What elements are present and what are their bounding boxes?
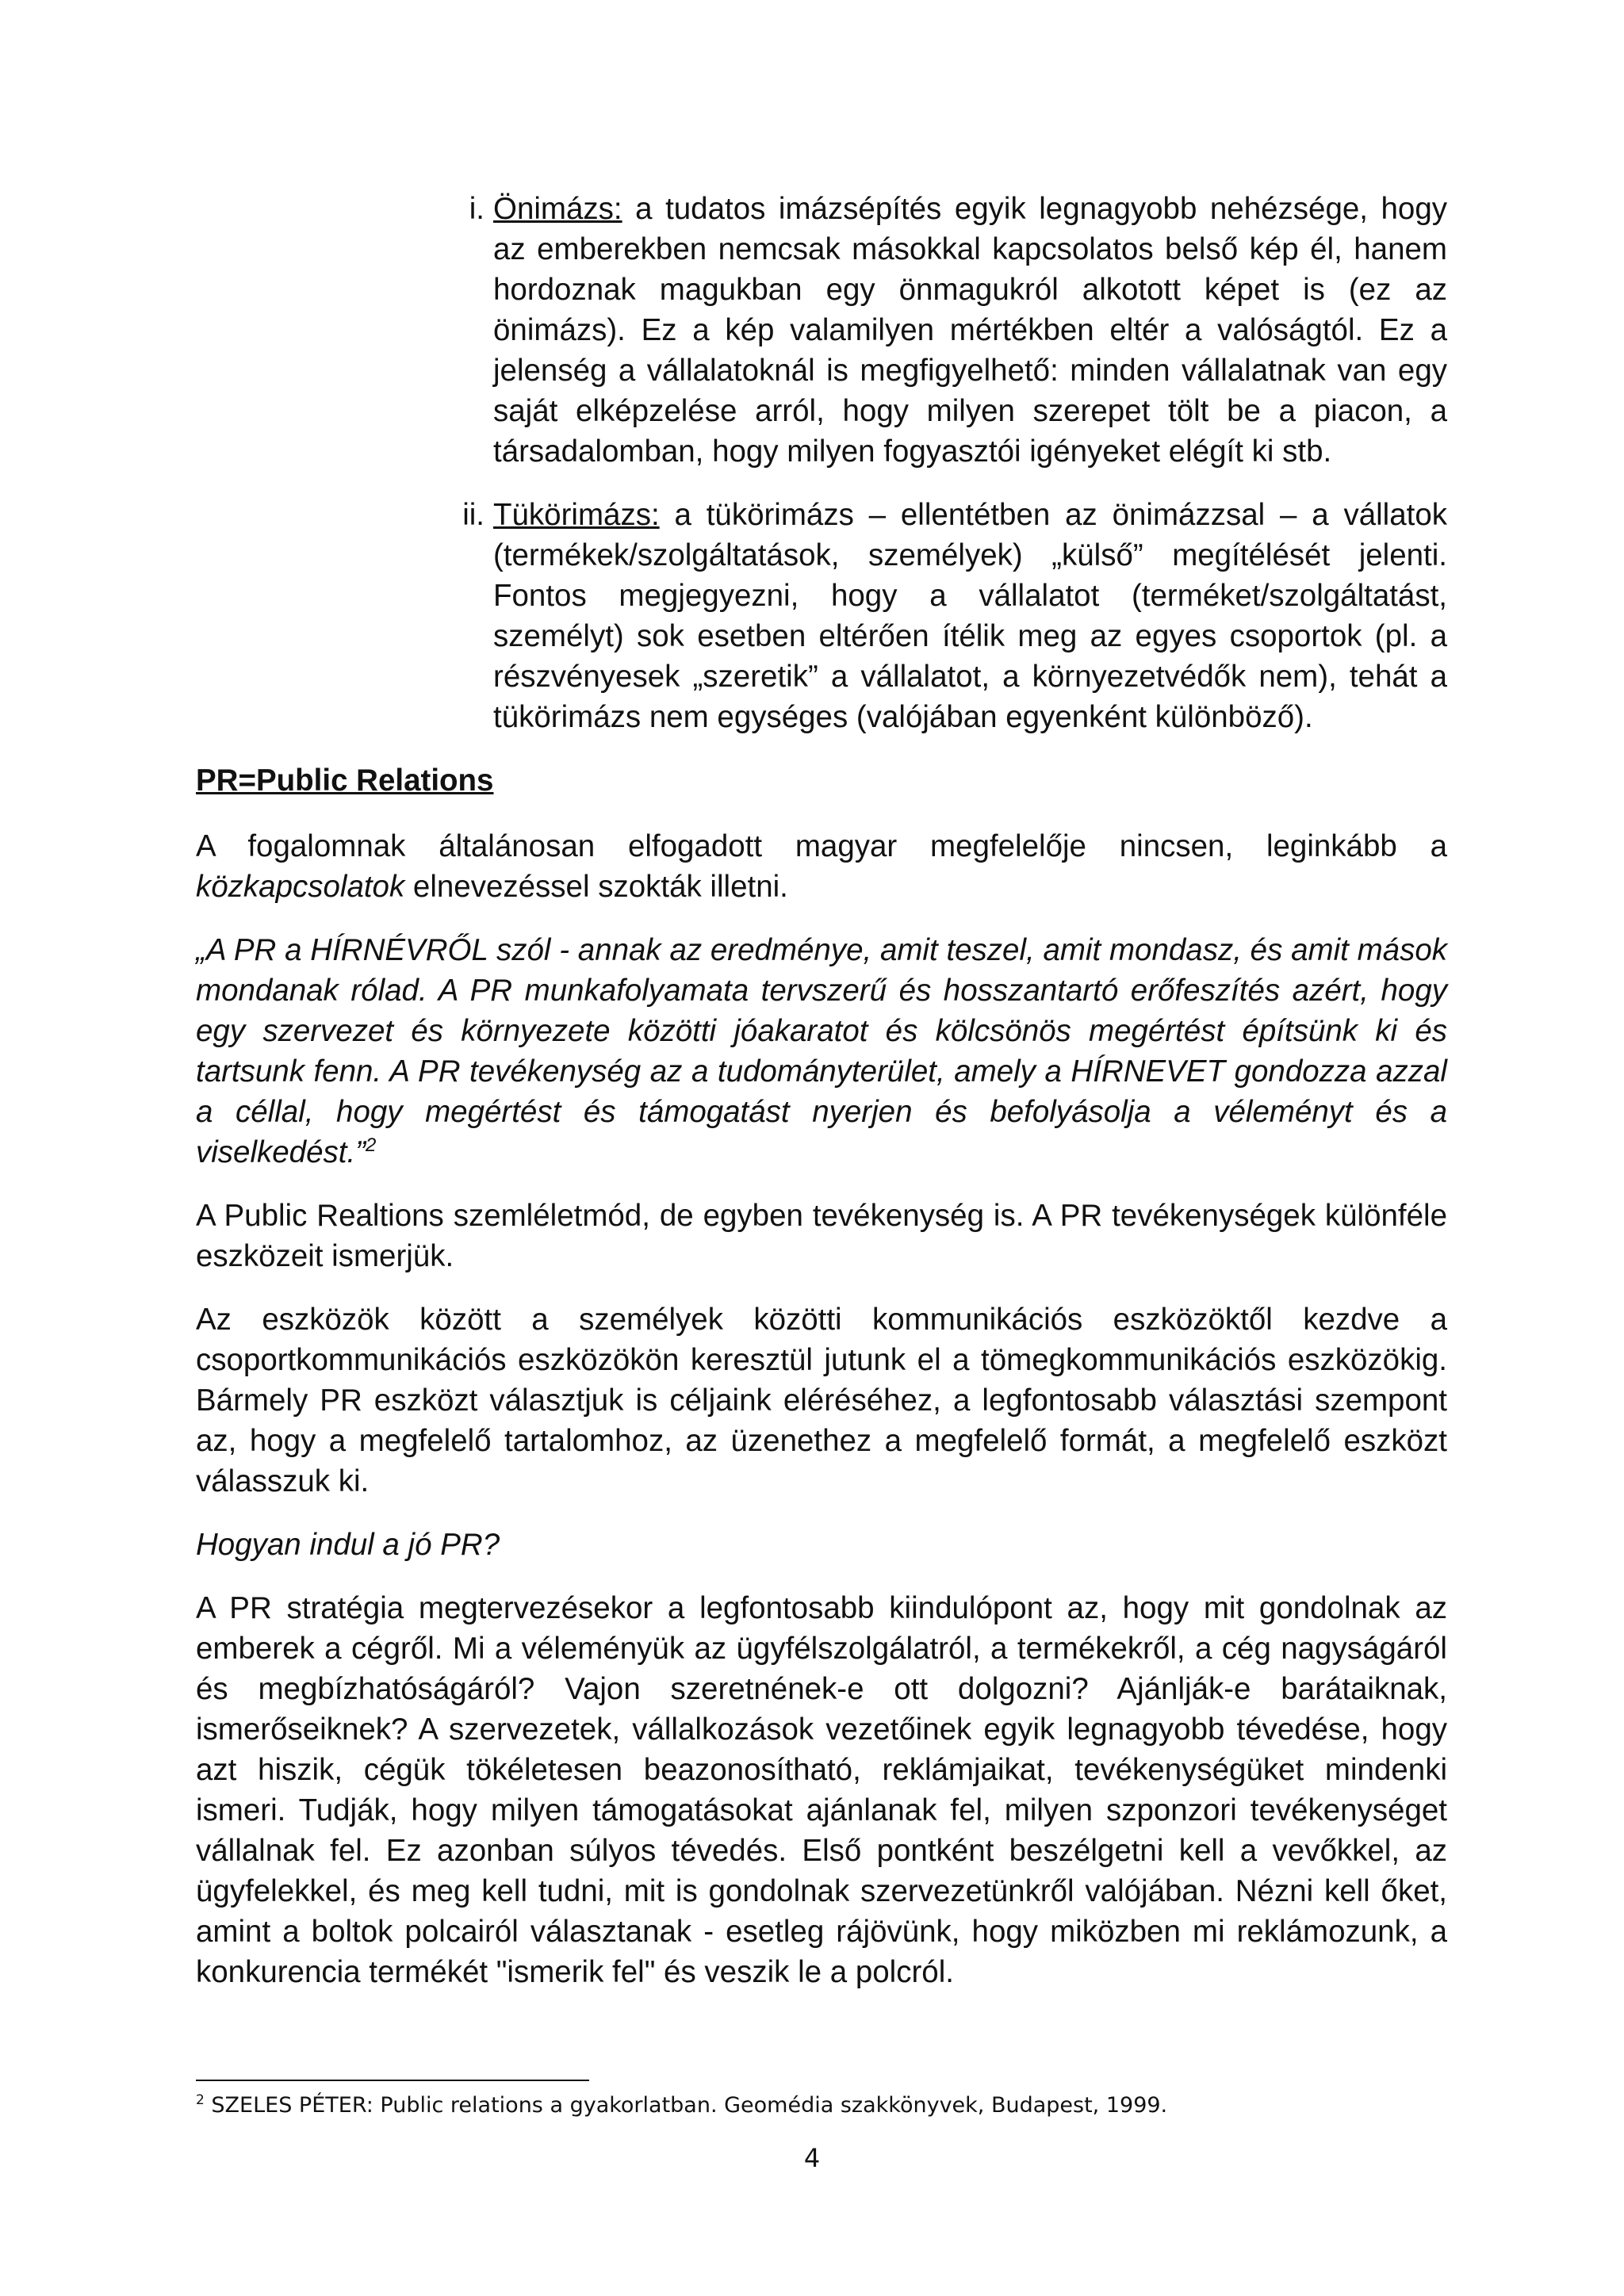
term-onimazs: Önimázs: [493, 192, 622, 226]
term-tukorimazs: Tükörimázs: [493, 498, 660, 532]
paragraph-approach: A Public Realtions szemléletmód, de egyben tevékenység is. A PR tevékenységek különféle eszközeit ismerjük. [196, 1199, 1447, 1273]
section-heading: PR=Public Relations [196, 763, 494, 798]
list-item-text [493, 189, 1447, 472]
paragraph-text: elnevezéssel szokták illetni. [404, 870, 788, 904]
footnote-reference[interactable]: 2 [365, 1135, 377, 1157]
list-item-text [493, 495, 1447, 737]
paragraph-text: A fogalomnak általánosan elfogadott magyar megfelelője nincsen, leginkább a [196, 829, 1447, 863]
list-marker: ii. [462, 498, 485, 532]
footnote-number: 2 [196, 2092, 205, 2108]
page-content [196, 189, 1447, 2015]
paragraph-tools: Az eszközök között a személyek közötti kommunikációs eszközöktől kezdve a csoportkommunikációs eszközökön keresztül jutunk el a tömegkommunikációs eszközökig. Bármely PR eszközt választjuk is céljaink eléréséhez, a legfontosabb választási szempont az, hogy a megfelelő tartalomhoz, az üzenethez a megfelelő formát, a megfelelő eszközt válasszuk ki. [196, 1303, 1447, 1498]
quote-text: „A PR a HÍRNÉVRŐL szól - annak az eredménye, amit teszel, amit mondasz, és amit mások mondanak rólad. A PR munkafolyamata tervszerű és hosszantartó erőfeszítés azért, hogy egy szervezet és környezete közötti jóakaratot és kölcsönös megértést építsünk ki és tartsunk fenn. A PR tevékenység az a tudományterület, amely a HÍRNEVET gondozza azzal a céllal, hogy megértést és támogatást nyerjen és befolyásolja a véleményt és a viselkedést.” [196, 933, 1447, 1169]
definition-onimazs: a tudatos imázsépítés egyik legnagyobb nehézsége, hogy az emberekben nemcsak másokkal kapcsolatos belső kép él, hanem hordoznak magukban egy önmagukról alkotott képet is (ez az önimázs). Ez a kép valamilyen mértékben eltér a valóságtól. Ez a jelenség a vállalatoknál is megfigyelhető: minden vállalatnak van egy saját elképzelése arról, hogy milyen szerepet tölt be a piacon, a társadalomban, hogy milyen fogyasztói igényeket elégít ki stb. [493, 192, 1447, 469]
footnote [196, 2091, 1447, 2120]
page-number: 4 [803, 2143, 821, 2173]
footnote-text: SZELES PÉTER: Public relations a gyakorlatban. Geomédia szakkönyvek, Budapest, 1999. [204, 2093, 1168, 2118]
quote-paragraph [196, 930, 1447, 1173]
paragraph-strategy: A PR stratégia megtervezésekor a legfontosabb kiindulópont az, hogy mit gondolnak az emberek a cégről. Mi a véleményük az ügyfélszolgálatról, a termékekről, a cég nagyságáról és megbízhatóságáról? Vajon szeretnének-e ott dolgozni? Ajánlják-e barátaiknak, ismerőseiknek? A szervezetek, vállalkozások vezetőinek egyik legnagyobb tévedése, hogy azt hiszik, cégük tökéletesen beazonosítható, reklámjaikat, tevékenységüket mindenki ismeri. Tudják, hogy milyen támogatásokat ajánlanak fel, milyen szponzori tevékenységet vállalnak fel. Ez azonban súlyos tévedés. Első pontként beszélgetni kell a vevőkkel, az ügyfelekkel, és meg kell tudni, mit is gondolnak szervezetünkről valójában. Nézni kell őket, amint a boltok polcairól választanak - esetleg rájövünk, hogy miközben mi reklámozunk, a konkurencia termékét "ismerik fel" és veszik le a polcról. [196, 1591, 1447, 1989]
paragraph-definition [196, 826, 1447, 907]
list-marker: i. [469, 192, 485, 226]
list-item-onimazs [196, 189, 1447, 472]
definition-tukorimazs: a tükörimázs – ellentétben az önimázzsal – a vállatok (termékek/szolgáltatások, személyek) „külső” megítélését jelenti. Fontos megjegyezni, hogy a vállalatot (terméket/szolgáltatást, személyt) sok esetben eltérően ítélik meg az egyes csoportok (pl. a részvényesek „szeretik” a vállalatot, a környezetvédők nem), tehát a tükörimázs nem egységes (valójában egyenként különböző). [493, 498, 1447, 734]
italic-term: közkapcsolatok [196, 870, 405, 904]
list-item-tukorimazs [196, 495, 1447, 737]
subheading: Hogyan indul a jó PR? [196, 1528, 500, 1562]
footnote-separator [196, 2080, 589, 2081]
